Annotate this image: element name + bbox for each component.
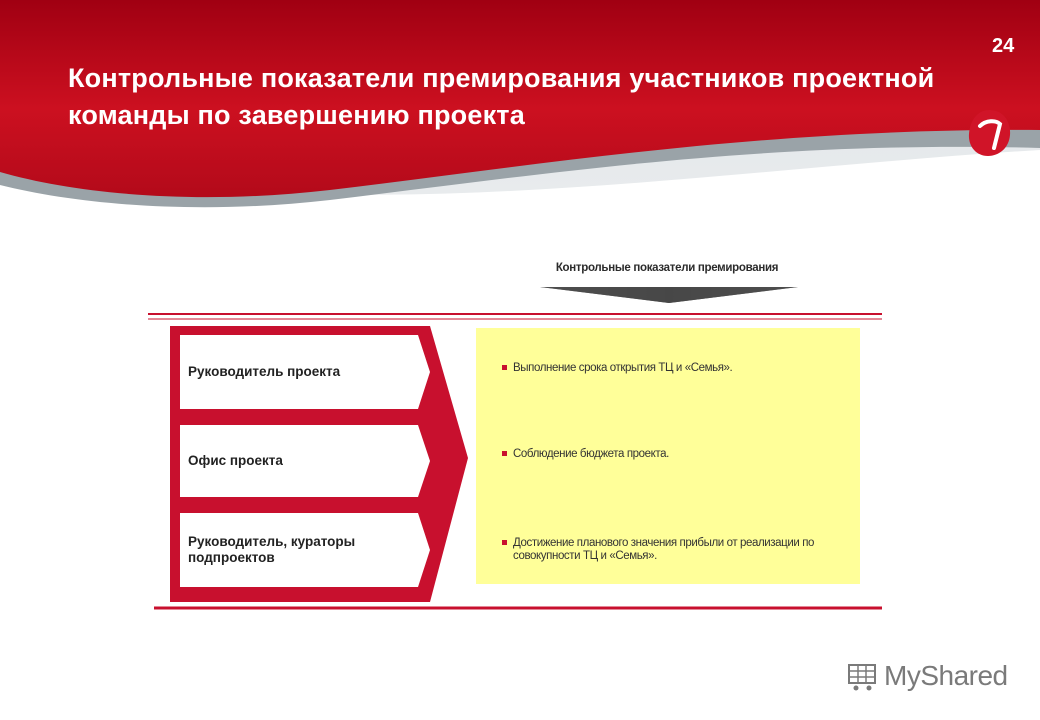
slide-title: Контрольные показатели премирования участников проектной команды по завершению проекта	[68, 63, 935, 131]
indicator-item	[502, 362, 847, 375]
logo-text: MyShared	[884, 660, 1008, 691]
brand-badge-icon	[966, 108, 1012, 158]
role-subproject-leads: Руководитель, кураторы подпроектов	[188, 534, 356, 565]
indicator-text: Соблюдение бюджета проекта.	[513, 448, 669, 460]
role-project-office: Офис проекта	[188, 453, 283, 468]
indicator-text: Достижение планового значения прибыли от реализации по совокупности ТЦ и «Семья».	[513, 537, 815, 562]
indicators-column-header: Контрольные показатели премирования	[555, 262, 779, 274]
role-project-manager: Руководитель проекта	[188, 364, 341, 379]
bullet-icon	[502, 365, 507, 370]
down-arrow-icon	[540, 287, 798, 303]
page-number: 24	[992, 35, 1015, 57]
indicator-item	[502, 448, 847, 461]
shopping-cart-icon	[846, 659, 880, 693]
bullet-icon	[502, 540, 507, 545]
bullet-icon	[502, 451, 507, 456]
myshared-logo	[846, 656, 1008, 696]
indicator-item	[502, 537, 847, 563]
indicator-text: Выполнение срока открытия ТЦ и «Семья».	[513, 362, 733, 374]
